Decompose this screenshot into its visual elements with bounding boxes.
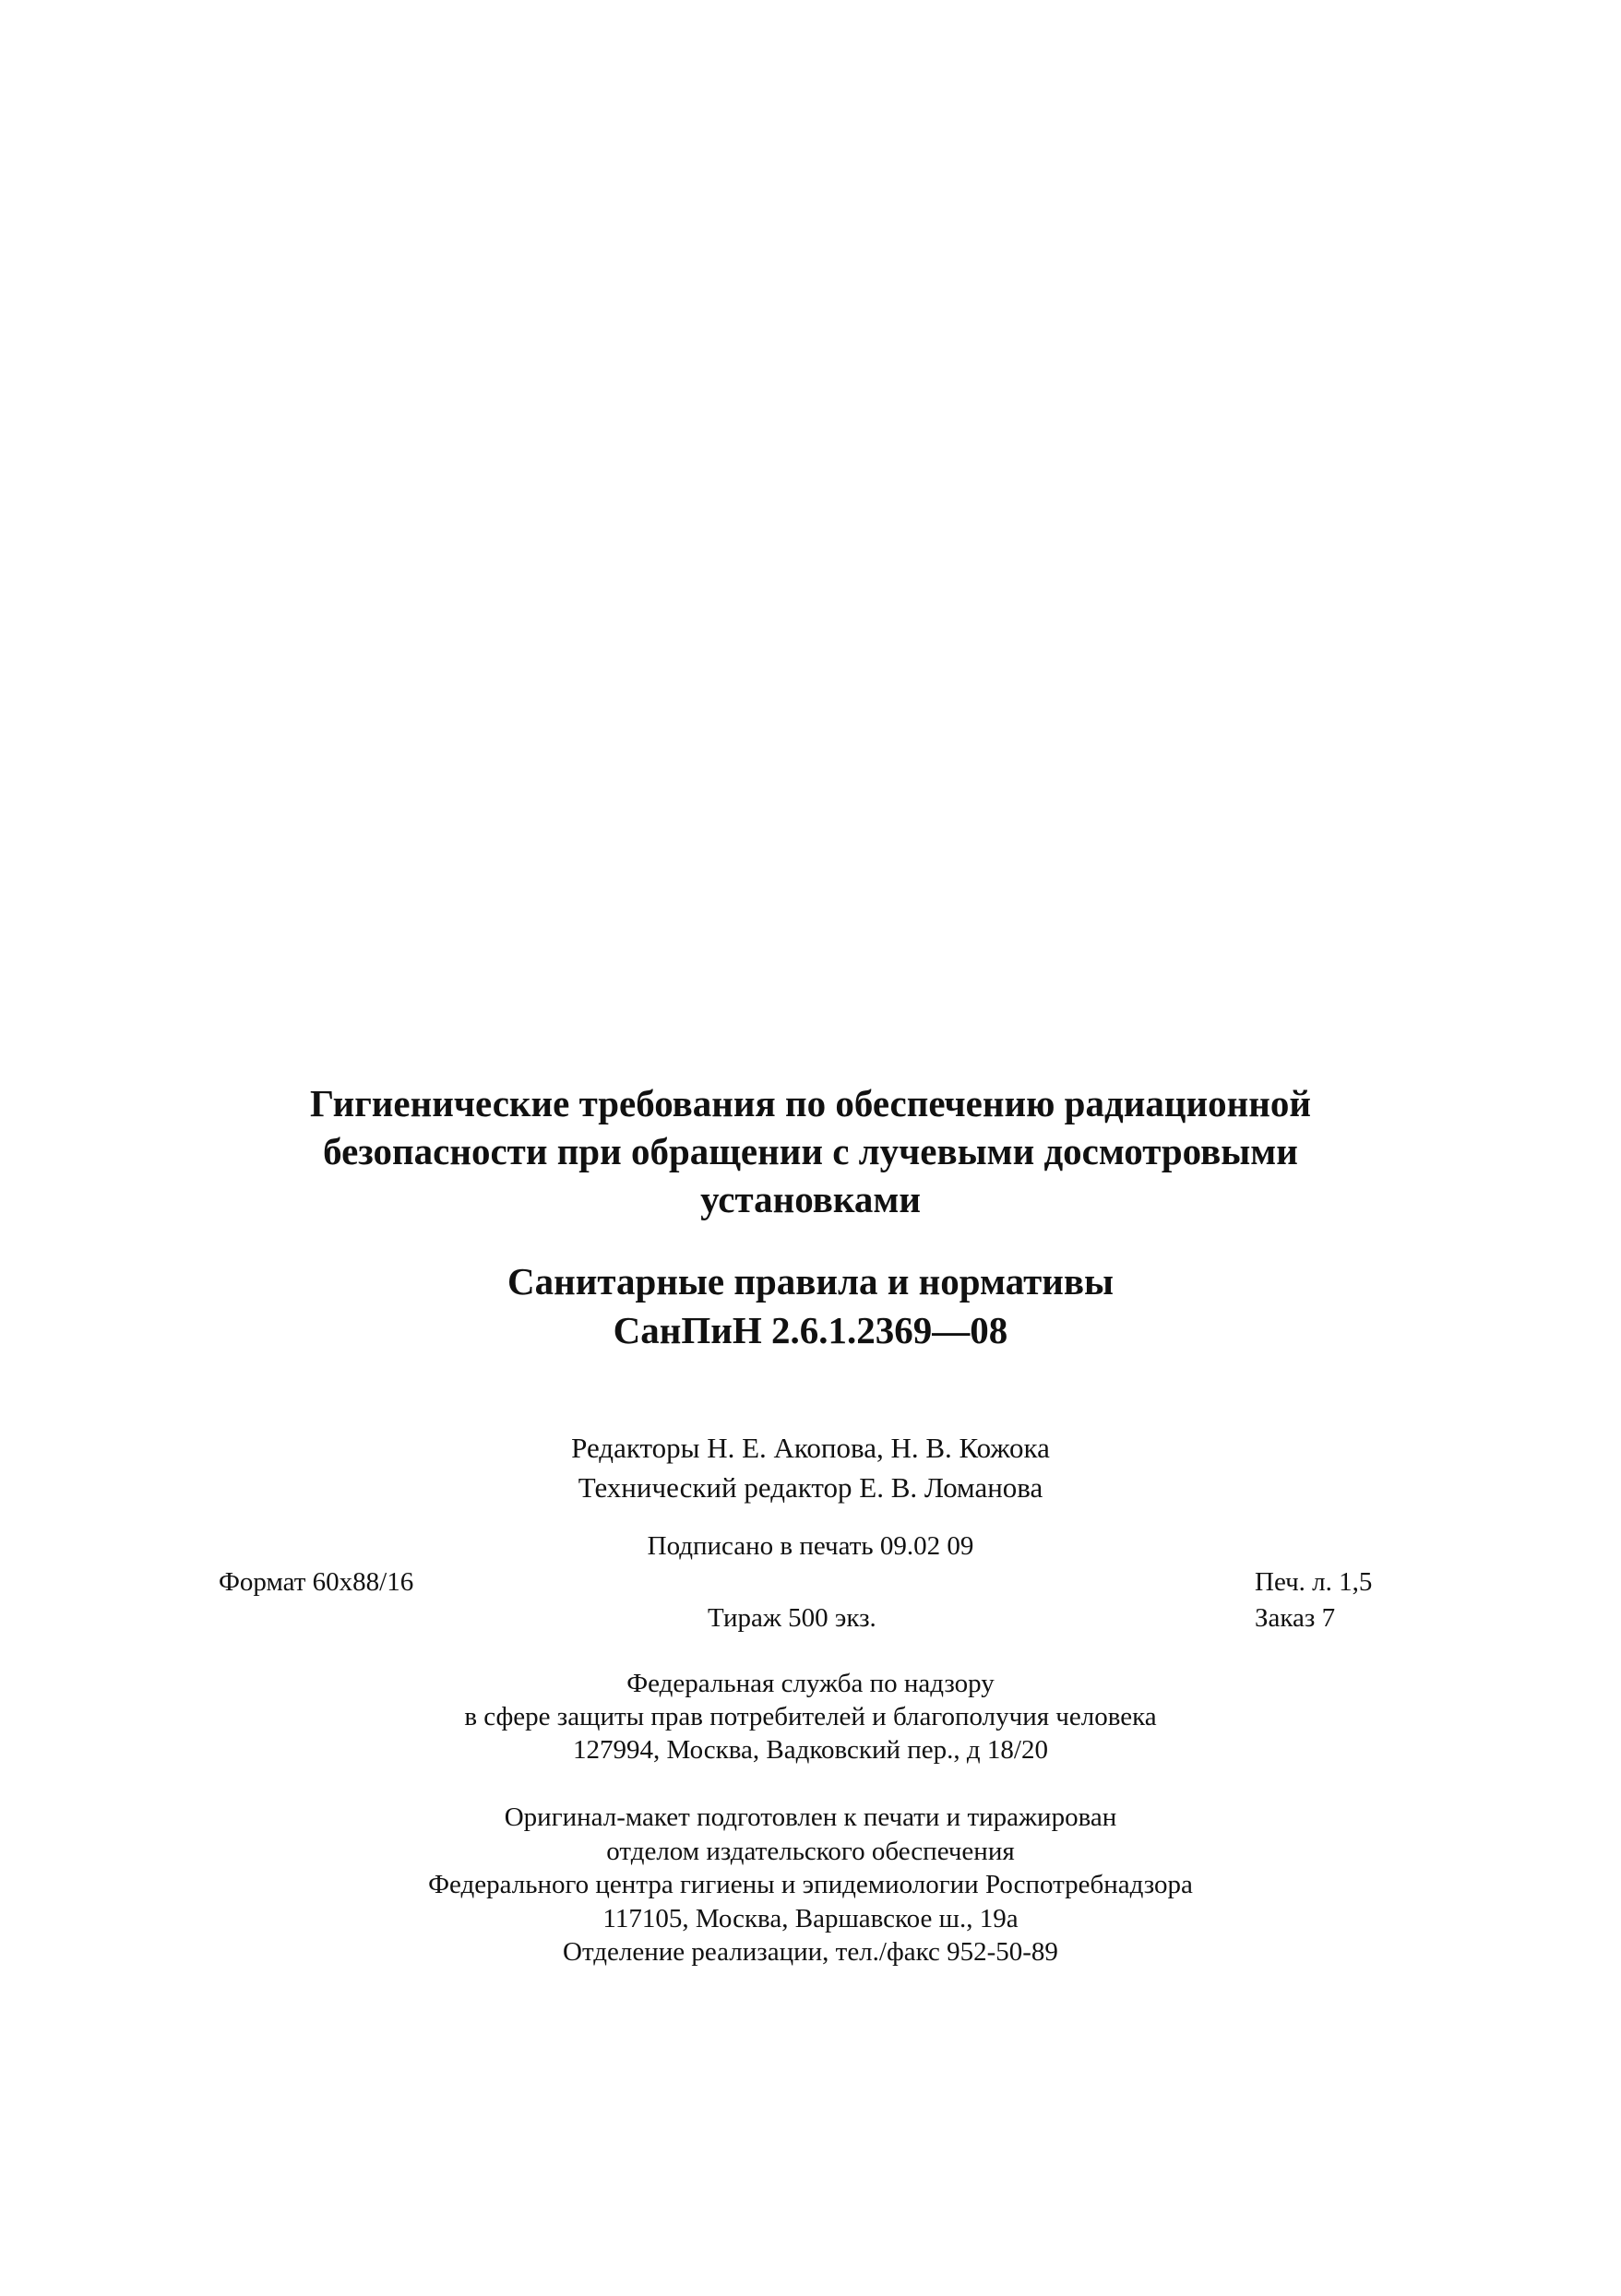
title-line: Гигиенические требования по обеспечению радиационной <box>310 1082 1311 1124</box>
printer-block <box>0 1801 1621 1969</box>
printer-line: Федерального центра гигиены и эпидемиологии Роспотребнадзора <box>428 1870 1193 1899</box>
signed-to-print: Подписано в печать 09.02 09 <box>647 1531 974 1561</box>
publisher-block <box>0 1667 1621 1767</box>
printer-address: 117105, Москва, Варшавское ш., 19а <box>602 1903 1019 1933</box>
document-subtitle <box>0 1257 1621 1355</box>
print-run-info: Тираж 500 экз. <box>708 1603 876 1633</box>
printer-line: отделом издательского обеспечения <box>606 1836 1015 1866</box>
title-line: установками <box>700 1178 921 1220</box>
order-info: Заказ 7 <box>1255 1603 1336 1633</box>
publisher-line: Федеральная служба по надзору <box>626 1669 995 1698</box>
printer-line: Оригинал-макет подготовлен к печати и тиражирован <box>504 1802 1117 1832</box>
subtitle-code: СанПиН 2.6.1.2369—08 <box>613 1309 1008 1351</box>
subtitle-line: Санитарные правила и нормативы <box>507 1260 1114 1303</box>
editors-block <box>0 1428 1621 1507</box>
format-info: Формат 60x88/16 <box>219 1567 414 1597</box>
document-title <box>0 1079 1621 1223</box>
title-line: безопасности при обращении с лучевыми досмотровыми <box>323 1130 1298 1172</box>
print-sheets-info: Печ. л. 1,5 <box>1255 1567 1373 1597</box>
tech-editor-line: Технический редактор Е. В. Ломанова <box>578 1471 1043 1504</box>
printer-contact: Отделение реализации, тел./факс 952-50-89 <box>563 1937 1058 1967</box>
publisher-address: 127994, Москва, Вадковский пер., д 18/20 <box>573 1735 1048 1765</box>
publisher-line: в сфере защиты прав потребителей и благополучия человека <box>464 1702 1157 1731</box>
editors-line: Редакторы Н. Е. Акопова, Н. В. Кожока <box>571 1432 1050 1464</box>
